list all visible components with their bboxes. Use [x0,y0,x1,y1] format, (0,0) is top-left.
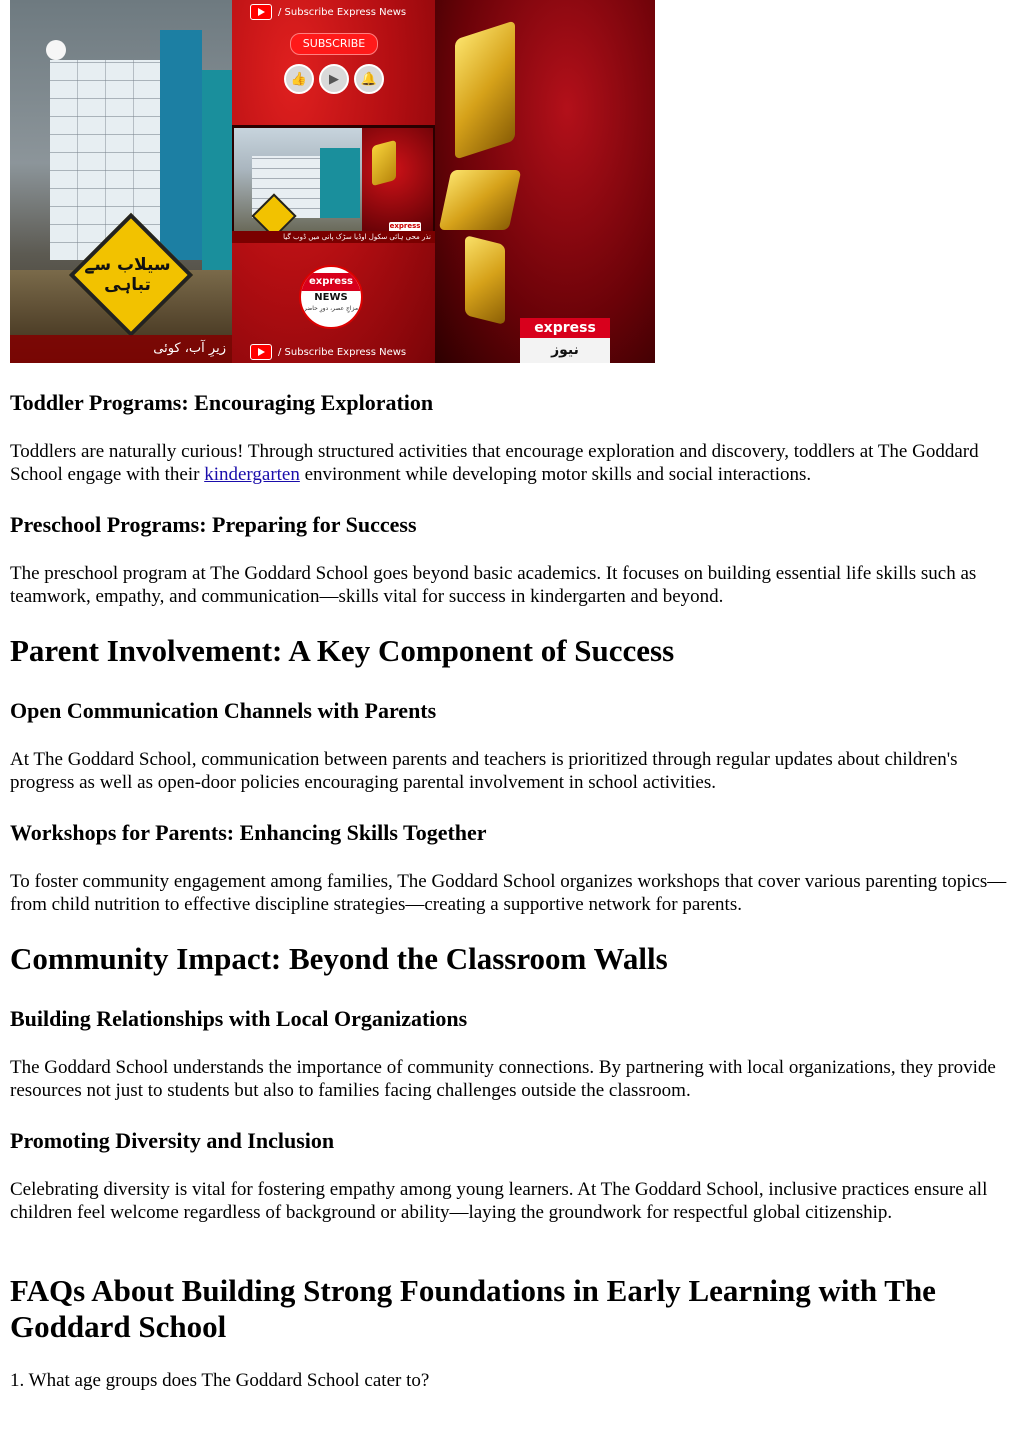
lamp [46,40,66,60]
video-thumbnail[interactable] [10,0,655,363]
studio-panel [435,0,655,363]
inset-news-ticker: نذر محی ہائی سکول اوڈیا سڑک پانی میں ڈوب گیا [232,231,435,243]
subscribe-caption-text: / Subscribe Express News [278,346,407,358]
diversity-heading: Promoting Diversity and Inclusion [10,1128,335,1153]
subscribe-caption-text: / Subscribe Express News [278,6,407,18]
youtube-icon [250,344,272,360]
subscribe-button[interactable]: SUBSCRIBE [290,33,378,55]
bell-icon[interactable]: 🔔 [354,64,384,94]
local-orgs-paragraph: The Goddard School understands the importance of community connections. By partnering with local organizations, they provide resources not just to students but also to families facing challenges outside the classroom. [10,1057,996,1101]
gold-letter-shape [439,170,522,230]
subscribe-caption-bottom[interactable] [250,341,430,363]
inset-flood-scene [234,128,362,231]
toddler-text-start: Toddlers are naturally curious! Through structured activities that encourage exploration and discovery, toddlers at The Goddard School engage with their [10,441,979,485]
engagement-icons [284,64,384,94]
express-logo-top: express [520,318,610,338]
inset-gate [320,148,360,218]
toddler-paragraph [10,440,1016,486]
kindergarten-link[interactable]: kindergarten [204,464,300,485]
youtube-icon [250,4,272,20]
inset-express-logo: express [389,222,421,238]
local-orgs-heading: Building Relationships with Local Organizations [10,1006,468,1031]
diversity-paragraph: Celebrating diversity is vital for fostering empathy among young learners. At The Goddard School, inclusive practices ensure all children feel welcome regardless of background or ability—laying the groundwork for respectful global citizenship. [10,1179,988,1223]
faqs-heading: FAQs About Building Strong Foundations in Early Learning with The Goddard School [10,1273,936,1344]
preschool-paragraph: The preschool program at The Goddard School goes beyond basic academics. It focuses on building essential life skills such as teamwork, empathy, and communication—skills vital for success in kindergarten and beyond. [10,563,977,607]
faq-question-1: 1. What age groups does The Goddard School cater to? [10,1370,430,1391]
thumbs-up-icon[interactable]: 👍 [284,64,314,94]
open-communication-heading: Open Communication Channels with Parents [10,698,437,723]
express-logo-top: express [301,273,361,291]
blue-pillar [160,30,202,260]
article [10,0,1016,1391]
gold-letter-shape [455,20,515,159]
express-logo-urdu: نیوز [520,338,610,363]
video-inset [232,125,435,243]
express-logo-news: NEWS [314,292,348,303]
gold-letter-shape [465,235,505,325]
left-news-ticker: زیرِ آب، کوئی [10,335,232,363]
subscribe-panel [232,0,435,363]
toddler-text-end: environment while developing motor skills and social interactions. [299,464,812,485]
preschool-heading: Preschool Programs: Preparing for Success [10,512,417,537]
subscribe-caption-top[interactable] [250,1,430,23]
open-communication-paragraph: At The Goddard School, communication between parents and teachers is prioritized through regular updates about children's progress as well as open-door policies encouraging parental involvement in school activities. [10,749,958,793]
express-news-logo [299,265,363,329]
express-logo-tagline: مزاجِ عصر، دورِ حاضر [303,305,359,312]
workshops-heading: Workshops for Parents: Enhancing Skills Together [10,820,487,845]
workshops-paragraph: To foster community engagement among families, The Goddard School organizes workshops that cover various parenting topics—from child nutrition to effective discipline strategies—creating a supportive network for parents. [10,871,1007,915]
parent-involvement-heading: Parent Involvement: A Key Component of Success [10,633,675,668]
inset-gold-shape [372,140,396,186]
school-gate [202,70,232,270]
play-icon[interactable]: ▶ [319,64,349,94]
community-impact-heading: Community Impact: Beyond the Classroom Walls [10,941,668,976]
toddler-heading: Toddler Programs: Encouraging Exploration [10,390,434,415]
flood-scene-panel [10,0,232,363]
warning-sign-text: سیلاب سے تباہی [84,255,171,295]
